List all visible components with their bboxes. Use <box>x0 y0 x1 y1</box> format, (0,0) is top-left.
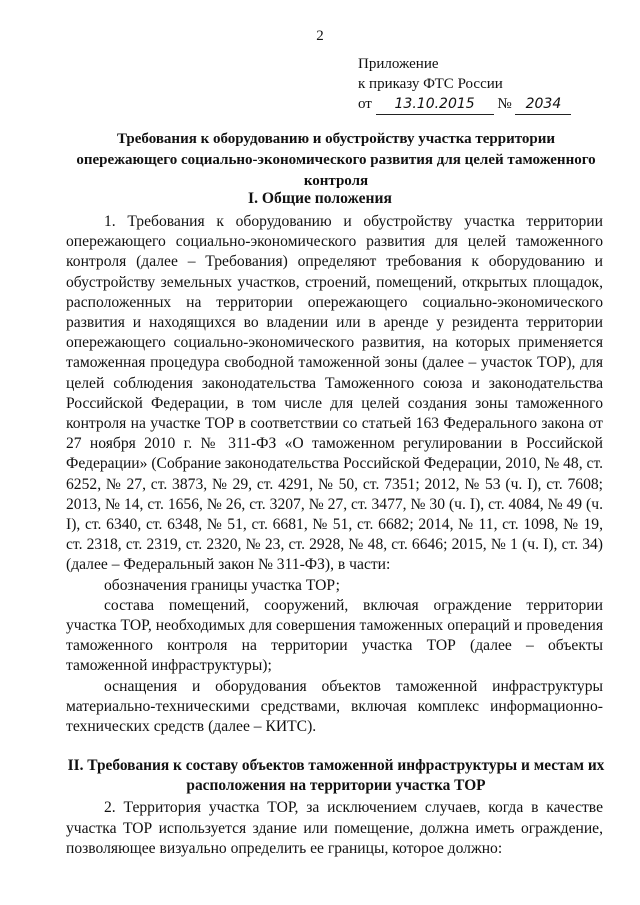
section-1-heading: I. Общие положения <box>248 190 392 207</box>
appendix-order: к приказу ФТС России <box>358 76 503 92</box>
appendix-date-line <box>358 94 571 115</box>
order-date: 13.10.2015 <box>376 94 494 115</box>
paragraph: 2. Территория участка ТОР, за исключением случаев, когда в качестве участка ТОР используется здание или помещение, должна иметь ограждение, позволяющее визуально определить ее границы, которое должно: <box>66 799 603 858</box>
appendix-block <box>358 54 571 115</box>
paragraph: обозначения границы участка ТОР; <box>104 576 340 594</box>
document-title: Требования к оборудованию и обустройству участка территории опережающего социально-экономического развития для целей таможенного контроля <box>76 131 596 189</box>
section-1-body <box>66 212 603 737</box>
date-prefix: от <box>358 96 372 112</box>
section-2-heading: II. Требования к составу объектов таможенной инфраструктуры и местам их расположения на территории участка ТОР <box>67 757 605 794</box>
paragraph: оснащения и оборудования объектов таможенной инфраструктуры материально-техническими средствами, включая комплекс информационно-технических средств (далее – КИТС). <box>66 677 603 736</box>
order-number: 2034 <box>515 94 571 115</box>
number-prefix: № <box>497 96 512 112</box>
section-2-body <box>66 798 603 860</box>
paragraph: 1. Требования к оборудованию и обустройству участка территории опережающего социально-экономического развития для целей таможенного контроля (далее – Требования) определяют требования к оборудованию и обустройству земельных участков, строений, помещений, открытых площадок, расположенных на территории опережающего социально-экономического развития и находящихся во владении или в аренде у резидента территории опережающего социально-экономического развития, на которых применяется таможенная процедура свободной таможенной зоны (далее – участок ТОР), для целей соблюдения законодательства Таможенного союза и законодательства Российской Федерации, в том числе для целей создания зоны таможенного контроля на участке ТОР в соответствии со статьей 163 Федерального закона от 27 ноября 2010 г. № 311-ФЗ «О таможенном регулировании в Российской Федерации» (Собрание законодательства Российской Федерации, 2010, № 48, ст. 6252, № 27, ст. 3873, № 29, ст. 4291, № 50, ст. 7351; 2012, № 53 (ч. I), ст. 7608; 2013, № 14, ст. 1656, № 26, ст. 3207, № 27, ст. 3477, № 30 (ч. I), ст. 4084, № 49 (ч. I), ст. 6340, ст. 6348, № 51, ст. 6681, № 51, ст. 6682; 2014, № 11, ст. 1098, № 19, ст. 2318, ст. 2319, ст. 2320, № 23, ст. 2928, № 48, ст. 6646; 2015, № 1 (ч. I), ст. 34) (далее – Федеральный закон № 311-ФЗ), в части: <box>66 213 603 574</box>
appendix-label: Приложение <box>358 56 439 72</box>
paragraph: состава помещений, сооружений, включая ограждение территории участка ТОР, необходимых для совершения таможенных операций и проведения таможенного контроля на территории участка ТОР (далее – объекты таможенной инфраструктуры); <box>66 596 603 675</box>
page-number: 2 <box>316 28 324 44</box>
